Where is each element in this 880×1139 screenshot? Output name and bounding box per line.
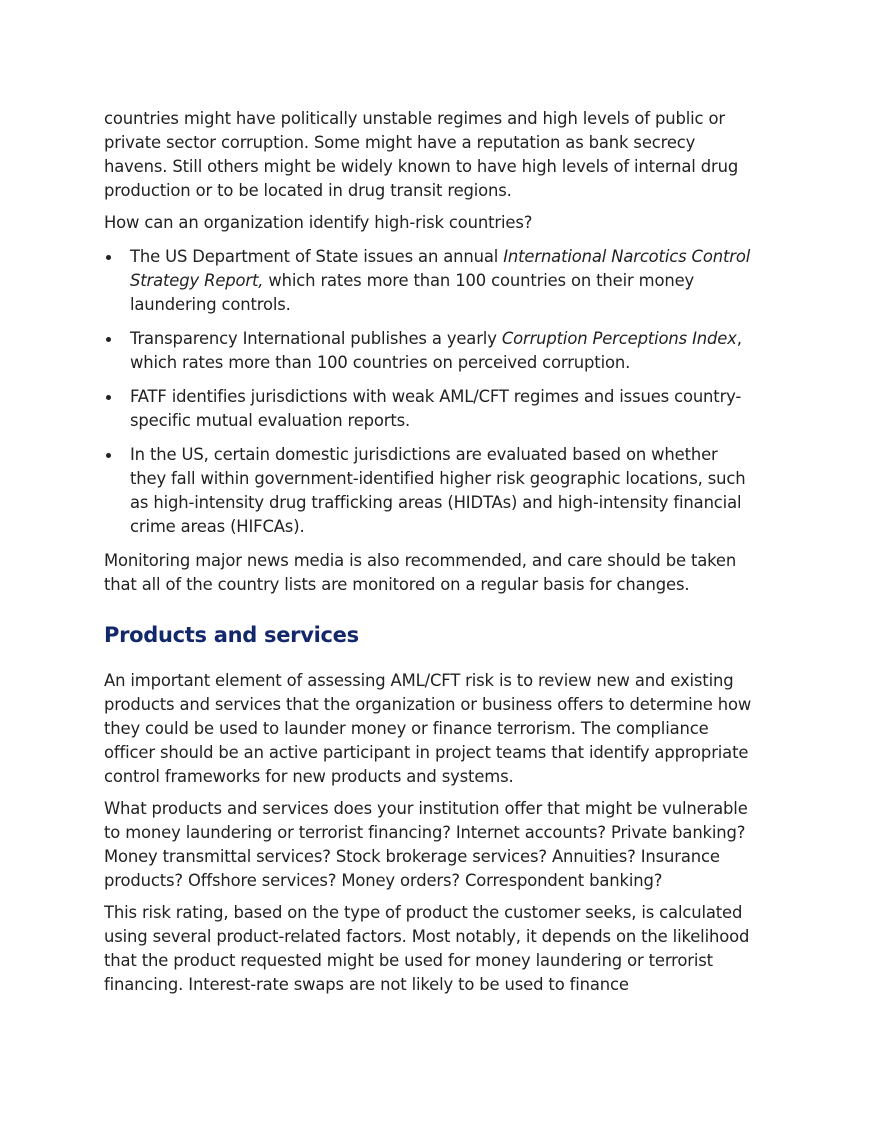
list-item (104, 385, 754, 433)
list-item (104, 443, 754, 539)
document-page (104, 107, 754, 997)
monitoring-paragraph: Monitoring major news media is also recommended, and care should be taken that all of the country lists are monitored on a regular basis for changes. (104, 551, 737, 594)
list-item-text: which rates more than 100 countries on their money laundering controls. (130, 271, 695, 314)
body-paragraph: An important element of assessing AML/CFT risk is to review new and existing products and services that the organization or business offers to determine how they could be used to launder money or finance terrorism. The compliance officer should be an active participant in project teams that identify appropriate control frameworks for new products and systems. (104, 671, 752, 786)
list-item-text: FATF identifies jurisdictions with weak AML/CFT regimes and issues country-specific mutual evaluation reports. (130, 387, 742, 430)
list-item-text: , which rates more than 100 countries on perceived corruption. (130, 329, 742, 372)
question-paragraph: How can an organization identify high-risk countries? (104, 213, 533, 232)
index-title: Corruption Perceptions Index (501, 329, 737, 348)
section-heading: Products and services (104, 623, 359, 647)
body-paragraph: This risk rating, based on the type of product the customer seeks, is calculated using several product-related factors. Most notably, it depends on the likelihood that the product requested might be used for money laundering or terrorist financing. Interest-rate swaps are not likely to be used to finance (104, 903, 750, 994)
list-item-text: Transparency International publishes a yearly (130, 329, 502, 348)
list-item (104, 245, 754, 317)
list-item (104, 327, 754, 375)
report-title: International Narcotics Control Strategy Report, (130, 247, 751, 290)
list-item-text: The US Department of State issues an annual (130, 247, 504, 266)
high-risk-sources-list (104, 245, 754, 539)
body-paragraph: What products and services does your institution offer that might be vulnerable to money laundering or terrorist financing? Internet accounts? Private banking? Money transmittal services? Stock brokerage services? Annuities? Insurance products? Offshore services? Money orders? Correspondent banking? (104, 799, 748, 890)
list-item-text: In the US, certain domestic jurisdictions are evaluated based on whether they fall within government-identified higher risk geographic locations, such as high-intensity drug trafficking areas (HIDTAs) and high-intensity financial crime areas (HIFCAs). (130, 445, 746, 536)
intro-paragraph: countries might have politically unstable regimes and high levels of public or private sector corruption. Some might have a reputation as bank secrecy havens. Still others might be widely known to have high levels of internal drug production or to be located in drug transit regions. (104, 109, 739, 200)
